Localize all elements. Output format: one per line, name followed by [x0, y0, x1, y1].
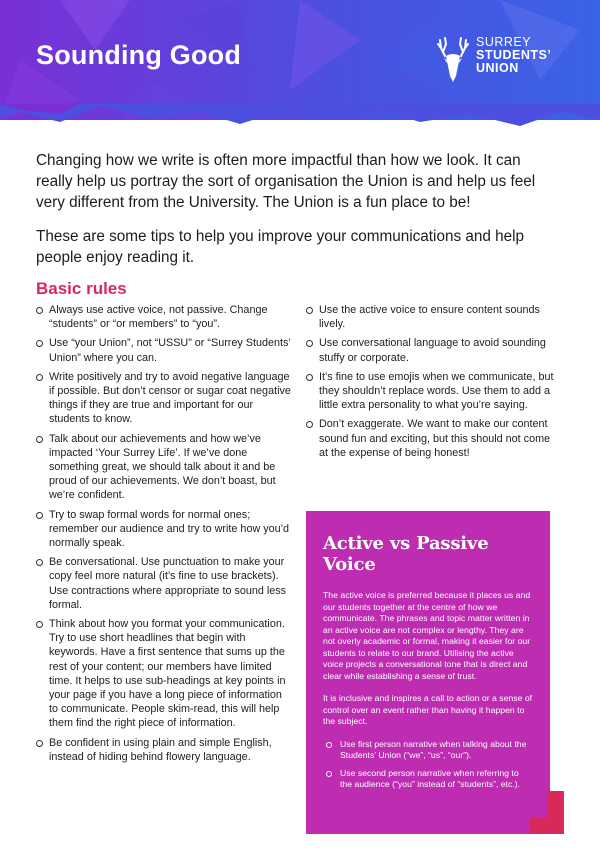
list-item: Always use active voice, not passive. Change “students” or “or members” to “you”.	[36, 303, 292, 331]
logo-line-2: STUDENTS’	[476, 48, 552, 62]
list-item: It’s fine to use emojis when we communicate, but they shouldn’t replace words. Use them to add a little extra personality to what you’re saying.	[306, 370, 562, 413]
list-item: Use the active voice to ensure content sounds lively.	[306, 303, 562, 331]
voice-box-body	[323, 590, 533, 728]
logo-line-1: SURREY	[476, 35, 532, 49]
intro-paragraph-2: These are some tips to help you improve your communications and help people enjoy reading it.	[36, 228, 525, 266]
header-banner	[0, 0, 600, 120]
basic-rules-right-list	[306, 303, 562, 465]
voice-box-paragraph-2: It is inclusive and inspires a call to action or a sense of control over an event rather than having it happen to the subject.	[323, 693, 533, 726]
stag-icon	[436, 36, 470, 84]
corner-accent-base	[530, 818, 564, 834]
page-title: Sounding Good	[36, 40, 242, 70]
basic-rules-left-list	[36, 303, 292, 769]
list-item: Use second person narrative when referring to the audience (“you” instead of “students”, etc.).	[323, 768, 533, 791]
surrey-students-union-logo	[436, 36, 551, 84]
list-item: Use “your Union”, not “USSU” or “Surrey Students’ Union” where you can.	[36, 336, 292, 364]
basic-rules-heading: Basic rules	[36, 279, 127, 298]
voice-box-list	[323, 739, 533, 791]
logo-line-3: UNION	[476, 61, 519, 75]
list-item: Write positively and try to avoid negative language if possible. But don’t censor or sugar coat negative things if they are true and important for our students to know.	[36, 370, 292, 427]
list-item: Think about how you format your communication. Try to use short headlines that begin with keywords. Have a first sentence that sums up the rest of your content; our members have limited time. It helps to use sub-headings at key points in your page if you have a long piece of information to communicate. People skim-read, this will help them find the right piece of information.	[36, 617, 292, 731]
list-item: Be conversational. Use punctuation to make your copy feel more natural (it’s fine to use brackets). Use contractions where appropriate to sound less formal.	[36, 555, 292, 612]
list-item: Talk about our achievements and how we’ve impacted ‘Your Surrey Life’. If we’ve done something great, we should talk about it and be proud of our achievements. We don’t boast, but we’re confident.	[36, 432, 292, 503]
voice-box-paragraph-1: The active voice is preferred because it places us and our students together at the centre of how we communicate. The phrases and topic matter written in an active voice are not complex or lengthy. They are not overly academic or formal, making it easier for our students to relate to our brand. Utilising the active voice projects a conversational tone that is direct and clear while establishing a sense of trust.	[323, 590, 531, 681]
banner-jagged-edge	[0, 104, 600, 134]
active-passive-voice-box	[306, 511, 550, 834]
list-item: Don’t exaggerate. We want to make our content sound fun and exciting, but this should not come at the expense of being honest!	[306, 417, 562, 460]
intro-paragraph-1: Changing how we write is often more impactful than how we look. It can really help us portray the sort of organisation the Union is and help us feel very different from the University. The Union is a fun place to be!	[36, 152, 536, 211]
list-item: Use conversational language to avoid sounding stuffy or corporate.	[306, 336, 562, 364]
voice-box-title: Active vs Passive Voice	[323, 533, 489, 575]
logo-text	[476, 36, 551, 75]
list-item: Use first person narrative when talking about the Students’ Union (“we”, “us”, “our”).	[323, 739, 533, 762]
list-item: Be confident in using plain and simple English, instead of hiding behind flowery language.	[36, 736, 292, 764]
list-item: Try to swap formal words for normal ones; remember our audience and try to write how you’d normally speak.	[36, 508, 292, 551]
